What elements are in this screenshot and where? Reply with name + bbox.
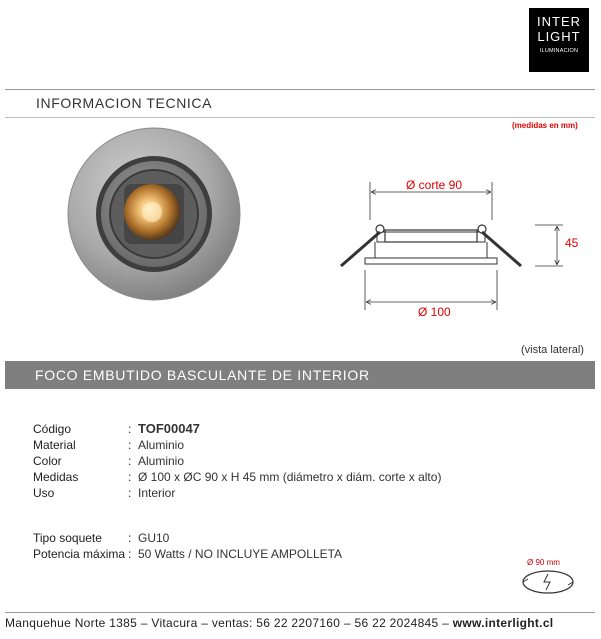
- height-label: 45: [565, 236, 579, 250]
- footer-city: Vitacura: [151, 616, 198, 630]
- side-view-note: (vista lateral): [521, 344, 584, 356]
- cut-hole-icon: [520, 568, 576, 596]
- footer-website-link[interactable]: www.interlight.cl: [452, 616, 554, 630]
- units-note: (medidas en mm): [512, 121, 578, 130]
- spec-value: Ø 100 x ØC 90 x H 45 mm (diámetro x diám. corte x alto): [138, 470, 442, 484]
- logo-line3: ILUMINACION: [539, 48, 579, 54]
- spec-value: TOF00047: [138, 421, 200, 436]
- spec-table-electrical: [0, 530, 601, 564]
- spec-label: Material: [33, 438, 76, 452]
- footer-sales-phone-2: 56 22 2024845: [354, 616, 439, 630]
- spec-row: [0, 469, 601, 485]
- spec-separator: :: [128, 547, 132, 561]
- diameter-label: Ø 100: [418, 305, 451, 319]
- spec-row: [0, 437, 601, 453]
- spec-separator: :: [128, 531, 132, 545]
- spec-row: [0, 546, 601, 562]
- footer-sales-phone: ventas: 56 22 2207160: [211, 616, 341, 630]
- spec-label: Uso: [33, 486, 55, 500]
- spec-value: Interior: [138, 486, 176, 500]
- spec-label: Color: [33, 454, 62, 468]
- spec-label: Potencia máxima: [33, 547, 126, 561]
- logo-line1: INTER: [537, 14, 581, 29]
- footer-divider: [5, 612, 595, 613]
- product-title: FOCO EMBUTIDO BASCULANTE DE INTERIOR: [35, 367, 370, 383]
- footer-dash: –: [201, 616, 209, 630]
- footer-dash: –: [442, 616, 450, 630]
- section-title: INFORMACION TECNICA: [36, 95, 213, 111]
- spec-separator: :: [128, 422, 132, 436]
- spec-row: [0, 453, 601, 469]
- spec-row: [0, 421, 601, 437]
- product-photo: [66, 126, 242, 302]
- interlight-logo: [529, 8, 589, 72]
- spec-row: [0, 530, 601, 546]
- top-divider: [5, 89, 595, 90]
- cut-diameter-label: Ø corte 90: [406, 178, 463, 192]
- spec-row: [0, 485, 601, 501]
- spec-label: Tipo soquete: [33, 531, 102, 545]
- footer-dash: –: [140, 616, 148, 630]
- spec-label: Código: [33, 422, 72, 436]
- spec-value: 50 Watts / NO INCLUYE AMPOLLETA: [138, 547, 343, 561]
- spec-separator: :: [128, 438, 132, 452]
- footer: [5, 616, 553, 630]
- product-banner: [5, 361, 595, 389]
- spec-value: Aluminio: [138, 454, 185, 468]
- footer-dash: –: [343, 616, 351, 630]
- spec-separator: :: [128, 454, 132, 468]
- spec-label: Medidas: [33, 470, 79, 484]
- footer-address: Manquehue Norte 1385: [5, 616, 138, 630]
- spec-separator: :: [128, 486, 132, 500]
- cut-icon-label: Ø 90 mm: [527, 558, 560, 567]
- logo-line2: LIGHT: [537, 29, 581, 44]
- sub-divider: [5, 117, 595, 118]
- spec-value: Aluminio: [138, 438, 185, 452]
- side-view-diagram: [335, 170, 590, 340]
- spec-separator: :: [128, 470, 132, 484]
- spec-value: GU10: [138, 531, 170, 545]
- spec-table: [0, 421, 601, 505]
